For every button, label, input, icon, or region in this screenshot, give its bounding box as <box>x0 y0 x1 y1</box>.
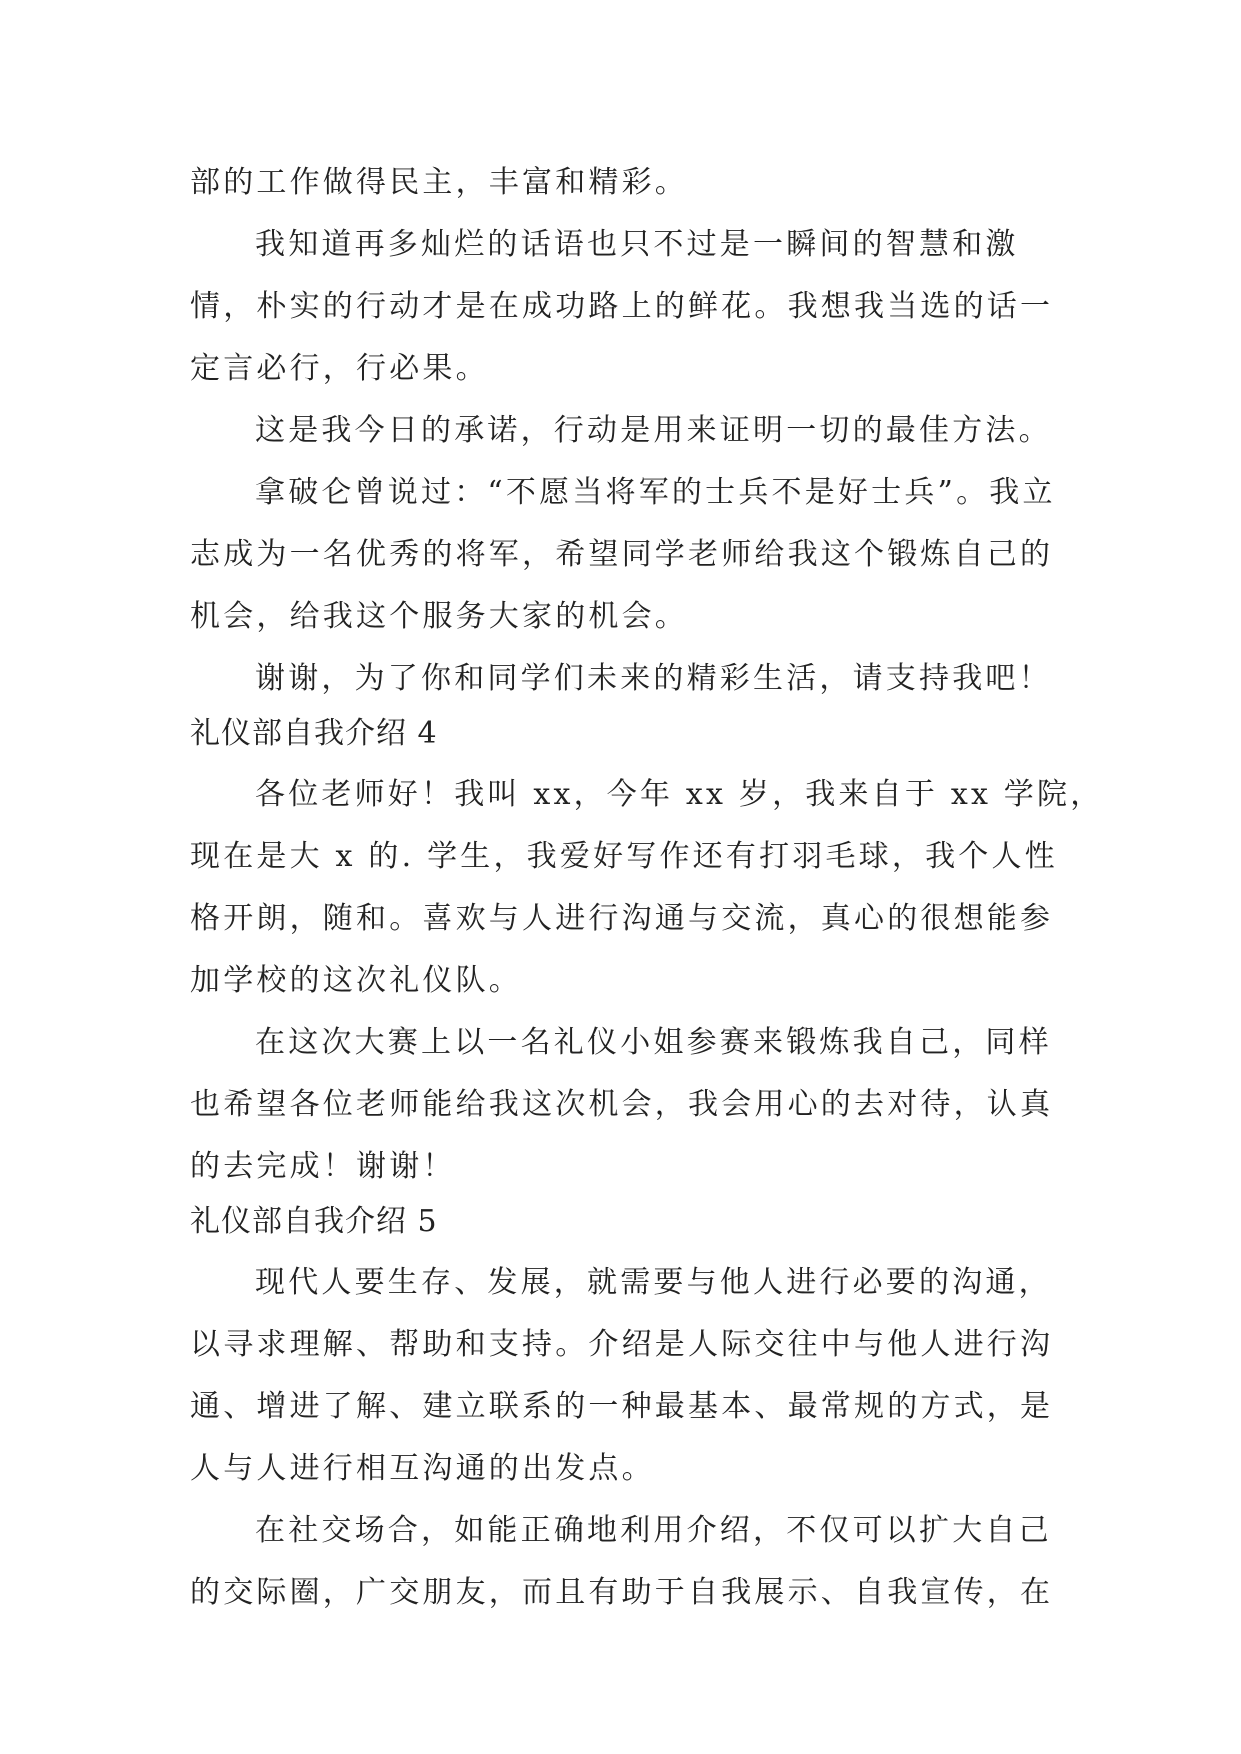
paragraph-line: 通、增进了解、建立联系的一种最基本、最常规的方式，是 <box>190 1389 1054 1424</box>
paragraph-line: 格开朗，随和。喜欢与人进行沟通与交流，真心的很想能参 <box>190 901 1054 936</box>
section-heading: 礼仪部自我介绍 4 <box>190 716 438 751</box>
paragraph-line: 志成为一名优秀的将军，希望同学老师给我这个锻炼自己的 <box>190 537 1054 572</box>
paragraph-line: 人与人进行相互沟通的出发点。 <box>190 1451 655 1486</box>
paragraph-line: 以寻求理解、帮助和支持。介绍是人际交往中与他人进行沟 <box>190 1327 1054 1362</box>
paragraph-line: 定言必行，行必果。 <box>190 351 489 386</box>
section-heading: 礼仪部自我介绍 5 <box>190 1204 438 1239</box>
paragraph-line: 各位老师好！我叫 xx，今年 xx 岁，我来自于 xx 学院， <box>255 777 1104 812</box>
paragraph-line: 谢谢，为了你和同学们未来的精彩生活，请支持我吧！ <box>255 661 1052 696</box>
paragraph-line: 在社交场合，如能正确地利用介绍，不仅可以扩大自己 <box>255 1513 1052 1548</box>
paragraph-line: 现在是大 x 的. 学生，我爱好写作还有打羽毛球，我个人性 <box>190 839 1058 874</box>
paragraph-line: 在这次大赛上以一名礼仪小姐参赛来锻炼我自己，同样 <box>255 1025 1052 1060</box>
paragraph-line: 机会，给我这个服务大家的机会。 <box>190 599 688 634</box>
paragraph-line: 现代人要生存、发展，就需要与他人进行必要的沟通， <box>255 1265 1052 1300</box>
paragraph-line: 情，朴实的行动才是在成功路上的鲜花。我想我当选的话一 <box>190 289 1054 324</box>
paragraph-line: 部的工作做得民主，丰富和精彩。 <box>190 165 688 200</box>
paragraph-line: 加学校的这次礼仪队。 <box>190 963 522 998</box>
paragraph-line: 这是我今日的承诺，行动是用来证明一切的最佳方法。 <box>255 413 1052 448</box>
paragraph-line: 也希望各位老师能给我这次机会，我会用心的去对待，认真 <box>190 1087 1054 1122</box>
paragraph-line: 的去完成！谢谢！ <box>190 1149 456 1184</box>
paragraph-line: 我知道再多灿烂的话语也只不过是一瞬间的智慧和激 <box>255 227 1019 262</box>
paragraph-line: 拿破仑曾说过：“不愿当将军的士兵不是好士兵”。我立 <box>255 475 1056 510</box>
paragraph-line: 的交际圈，广交朋友，而且有助于自我展示、自我宣传，在 <box>190 1575 1054 1610</box>
